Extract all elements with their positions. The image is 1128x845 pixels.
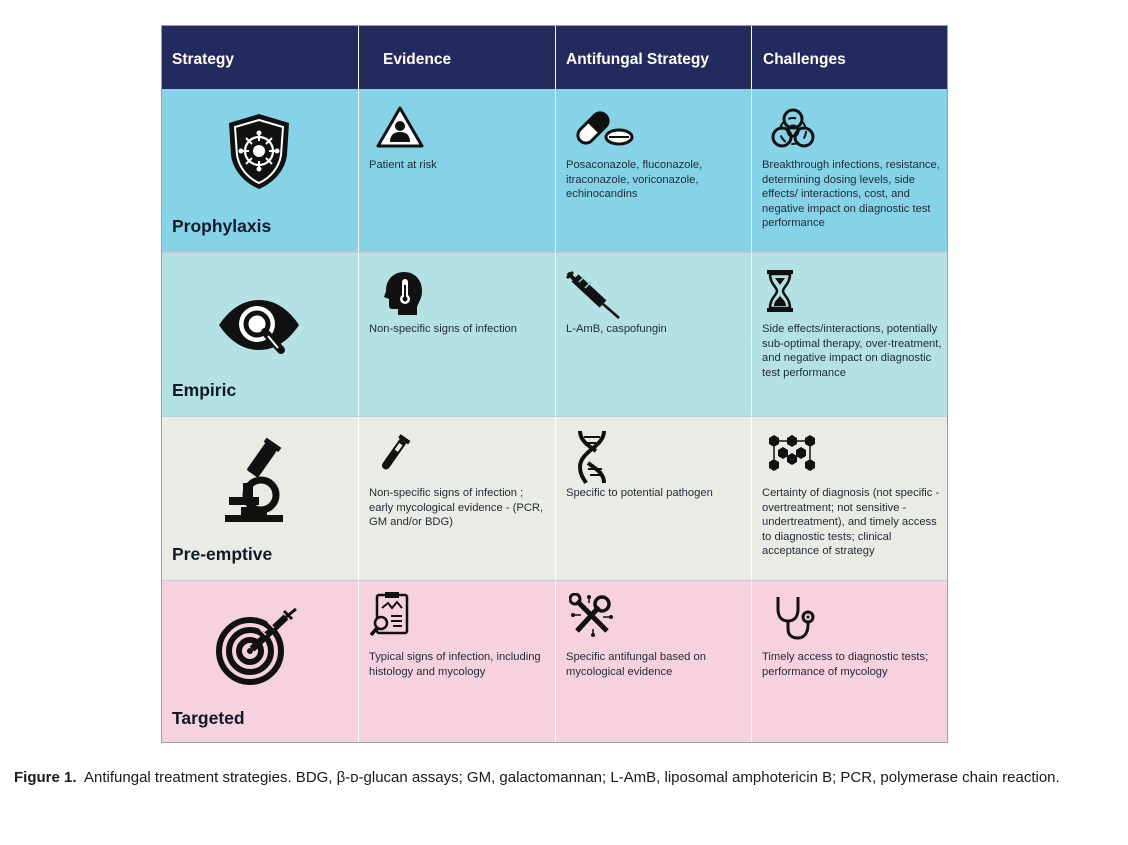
antifungal-text: Specific to potential pathogen bbox=[566, 487, 713, 499]
header-evidence: Evidence bbox=[383, 51, 452, 68]
strategy-figure bbox=[161, 25, 948, 743]
evidence-text: Patient at risk bbox=[369, 159, 437, 171]
row-divider bbox=[162, 416, 947, 417]
challenges-text: Timely access to diagnostic tests; performance of mycology bbox=[762, 651, 929, 678]
clipboard-magnifier-icon bbox=[369, 591, 411, 637]
evidence-text: Non-specific signs of infection bbox=[369, 323, 517, 335]
eye-magnifier-icon bbox=[217, 295, 301, 359]
shield-icon bbox=[225, 111, 293, 191]
header-challenges: Challenges bbox=[763, 51, 846, 68]
antifungal-text: Specific antifungal based on mycological evidence bbox=[566, 651, 706, 678]
antifungal-text: Posaconazole, fluconazole, itraconazole, voriconazole, echinocandins bbox=[566, 159, 703, 201]
caption-text: Antifungal treatment strategies. BDG, β-ᴅ-glucan assays; GM, galactomannan; L-AmB, liposomal amphotericin B; PCR, polymerase chain reaction. bbox=[84, 769, 1060, 786]
challenges-text: Certainty of diagnosis (not specific - overtreatment; not sensitive - undertreatment), and timely access to diagnostic tests; clinical acceptance of strategy bbox=[762, 487, 940, 558]
strategy-name: Prophylaxis bbox=[172, 216, 272, 236]
challenges-text: Side effects/interactions, potentially sub-optimal therapy, over-treatment, and negative impact on diagnostic test performance bbox=[762, 323, 942, 379]
evidence-text: Non-specific signs of infection ; early mycological evidence - (PCR, GM and/or BDG) bbox=[369, 487, 544, 529]
header-antifungal-strategy: Antifungal Strategy bbox=[566, 51, 709, 68]
stethoscope-icon bbox=[774, 595, 820, 641]
biohazard-icon bbox=[769, 107, 817, 151]
head-thermometer-icon bbox=[380, 269, 424, 317]
caption-label: Figure 1. bbox=[14, 769, 77, 786]
row-divider bbox=[162, 252, 947, 253]
hexagon-network-icon bbox=[768, 433, 816, 473]
header-strategy: Strategy bbox=[172, 51, 235, 68]
pills-icon bbox=[573, 106, 635, 150]
strategy-name: Targeted bbox=[172, 708, 245, 728]
figure-caption bbox=[14, 767, 1109, 788]
microscope-icon bbox=[221, 437, 291, 523]
dna-icon bbox=[570, 429, 614, 485]
wrench-circuit-icon bbox=[569, 593, 615, 639]
target-syringe-icon bbox=[216, 607, 298, 685]
syringe-icon bbox=[565, 268, 621, 320]
column-divider bbox=[555, 26, 556, 742]
challenges-text: Breakthrough infections, resistance, determining dosing levels, side effects/ interactions, cost, and negative impact on diagnostic test performance bbox=[762, 159, 940, 230]
strategy-name: Pre-emptive bbox=[172, 544, 273, 564]
test-tube-icon bbox=[377, 432, 411, 476]
strategy-name: Empiric bbox=[172, 380, 237, 400]
warning-person-icon bbox=[376, 106, 424, 148]
row-divider bbox=[162, 580, 947, 581]
column-divider bbox=[358, 26, 359, 742]
evidence-text: Typical signs of infection, including histology and mycology bbox=[369, 651, 541, 678]
hourglass-icon bbox=[765, 268, 795, 314]
antifungal-text: L-AmB, caspofungin bbox=[566, 323, 667, 335]
column-divider bbox=[751, 26, 752, 742]
